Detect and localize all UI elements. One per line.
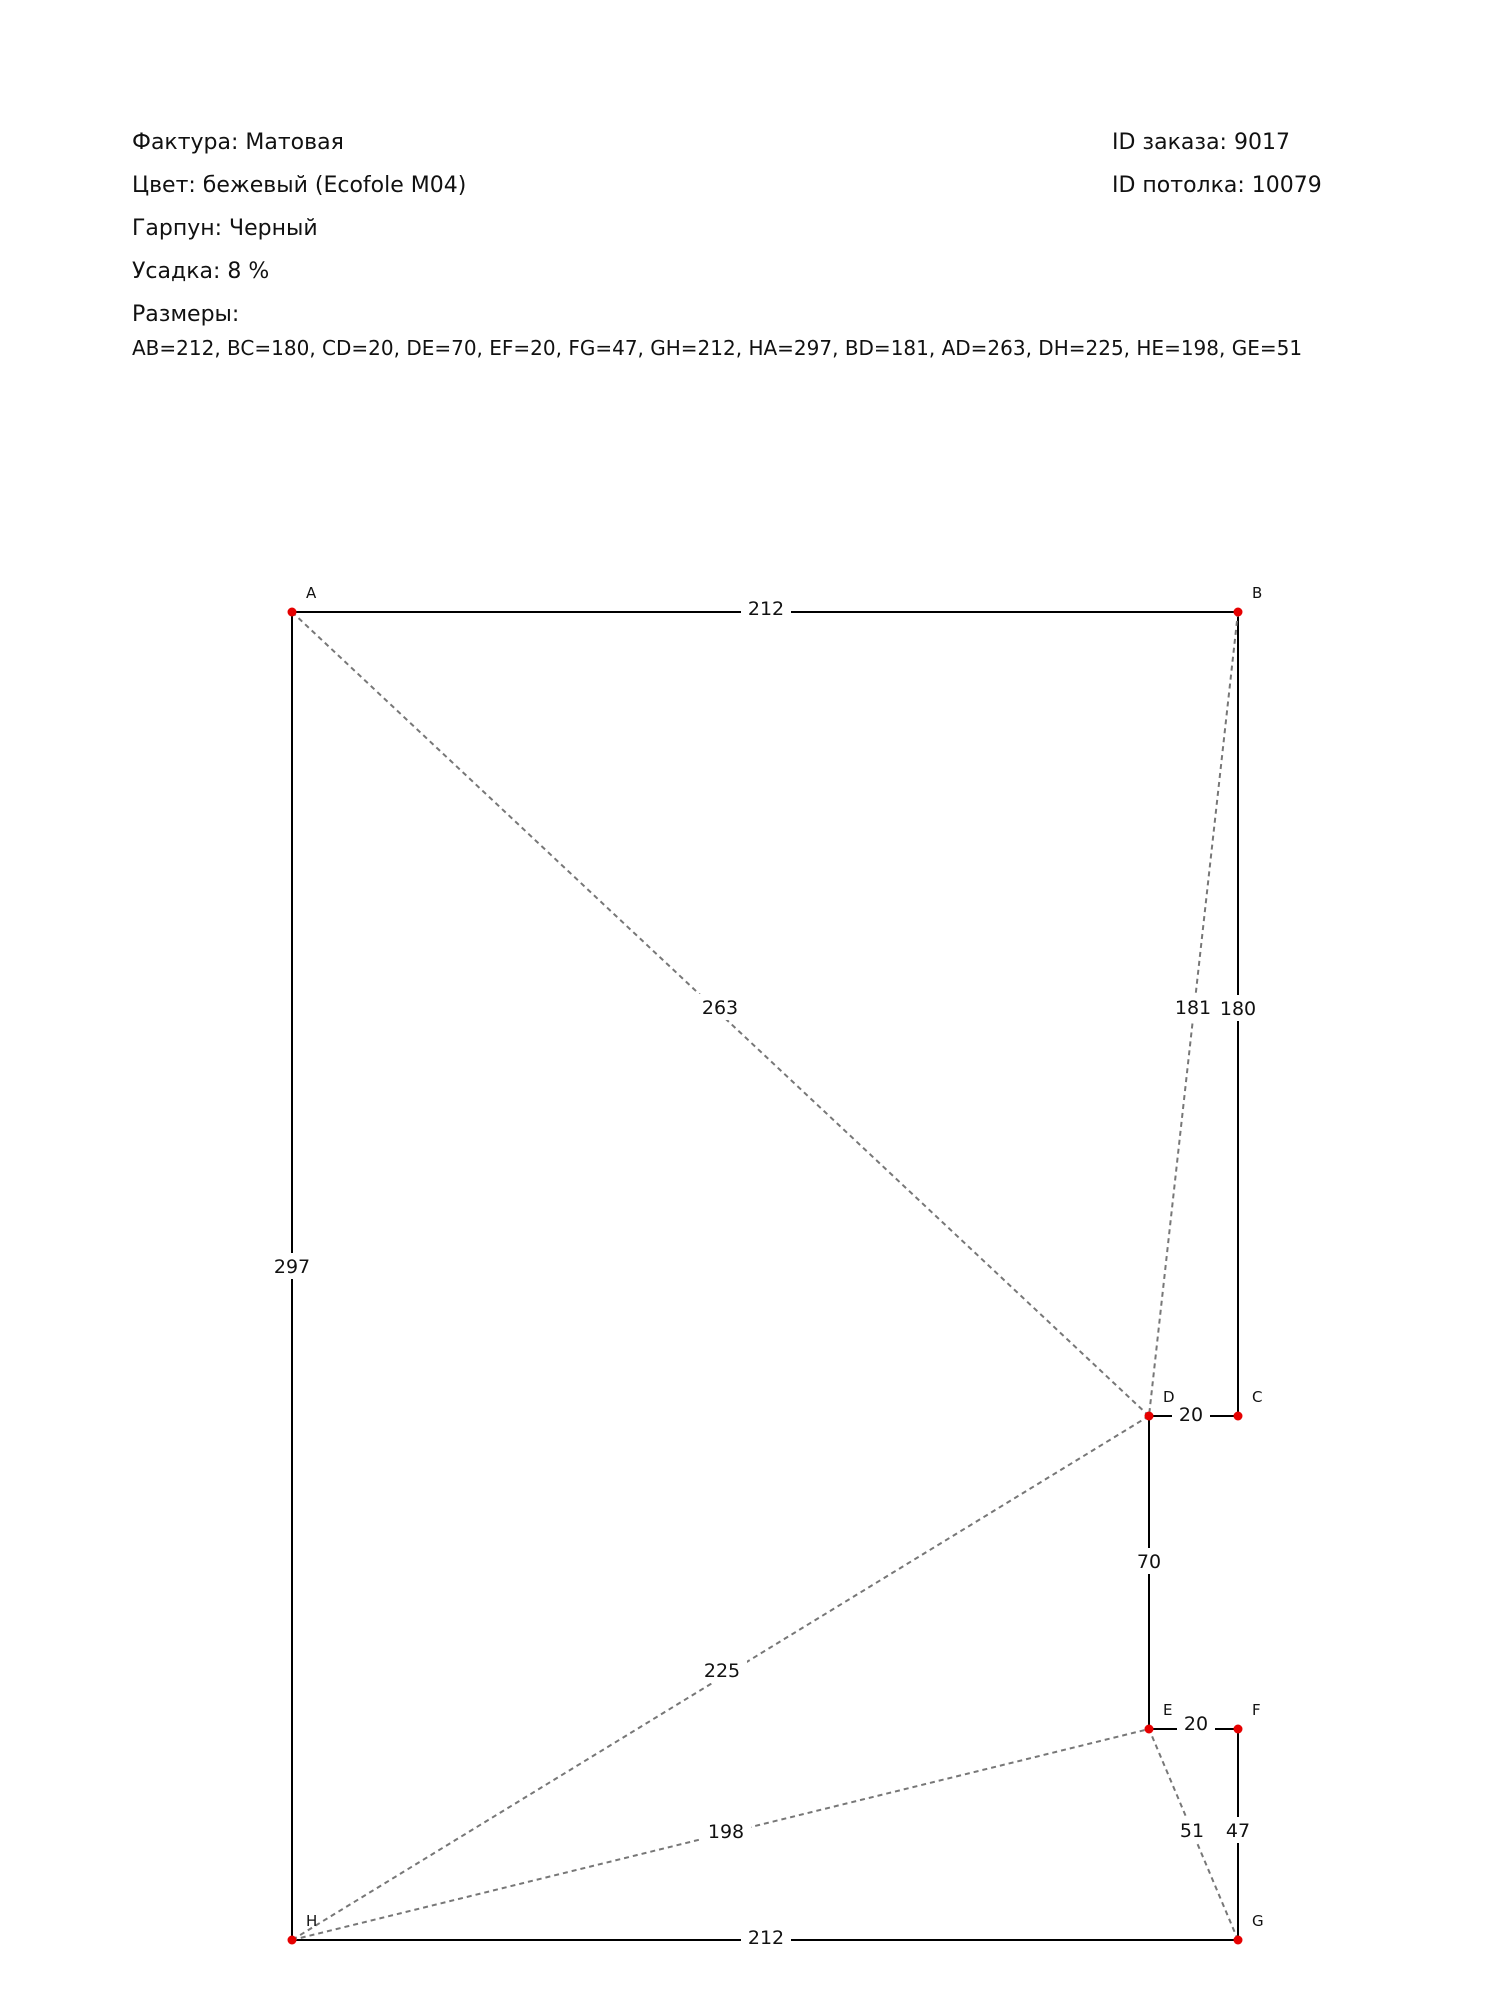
- vertices-layer: [288, 584, 1264, 1945]
- perimeter-measure-bc: 180: [1219, 998, 1257, 1020]
- vertex-label-f: F: [1252, 1701, 1261, 1719]
- diagonal-measure-bd: 181: [1174, 997, 1212, 1019]
- measure-labels-layer: [267, 595, 1263, 1950]
- vertex-point-a: [288, 608, 297, 617]
- sizes-list: AB=212, BC=180, CD=20, DE=70, EF=20, FG=47, GH=212, HA=297, BD=181, AD=263, DH=225, HE=198, GE=51: [132, 336, 1303, 360]
- sizes-title: Размеры:: [132, 302, 240, 327]
- vertex-point-b: [1234, 608, 1243, 617]
- perimeter-measure-de: 70: [1136, 1551, 1162, 1573]
- diagonal-measure-dh: 225: [703, 1660, 741, 1682]
- vertex-label-e: E: [1163, 1701, 1173, 1719]
- diagonal-measure-ad: 263: [701, 997, 739, 1019]
- color-text: Цвет: бежевый (Ecofole M04): [132, 173, 467, 198]
- vertex-label-c: C: [1252, 1388, 1263, 1406]
- vertex-point-d: [1145, 1412, 1154, 1421]
- vertex-label-d: D: [1163, 1388, 1175, 1406]
- harpoon-text: Гарпун: Черный: [132, 216, 318, 241]
- ceiling-id-text: ID потолка: 10079: [1112, 173, 1322, 198]
- vertex-point-g: [1234, 1936, 1243, 1945]
- vertex-point-f: [1234, 1725, 1243, 1734]
- perimeter-measure-fg: 47: [1225, 1820, 1251, 1842]
- perimeter-measure-ha: 297: [273, 1256, 311, 1278]
- edges-layer: [292, 612, 1238, 1940]
- perimeter-measure-cd: 20: [1178, 1404, 1204, 1426]
- vertex-label-b: B: [1252, 584, 1263, 602]
- order-id-text: ID заказа: 9017: [1112, 130, 1290, 155]
- perimeter-measure-gh: 212: [747, 1927, 785, 1949]
- vertex-point-e: [1145, 1725, 1154, 1734]
- vertex-label-g: G: [1252, 1912, 1264, 1930]
- shrinkage-text: Усадка: 8 %: [132, 259, 270, 284]
- vertex-label-h: H: [306, 1912, 318, 1930]
- vertex-point-h: [288, 1936, 297, 1945]
- texture-text: Фактура: Матовая: [132, 130, 344, 155]
- diagonal-measure-ge: 51: [1179, 1820, 1205, 1842]
- perimeter-measure-ef: 20: [1183, 1713, 1209, 1735]
- diagonal-measure-he: 198: [707, 1821, 745, 1843]
- vertex-point-c: [1234, 1412, 1243, 1421]
- perimeter-measure-ab: 212: [747, 598, 785, 620]
- vertex-label-a: A: [306, 584, 317, 602]
